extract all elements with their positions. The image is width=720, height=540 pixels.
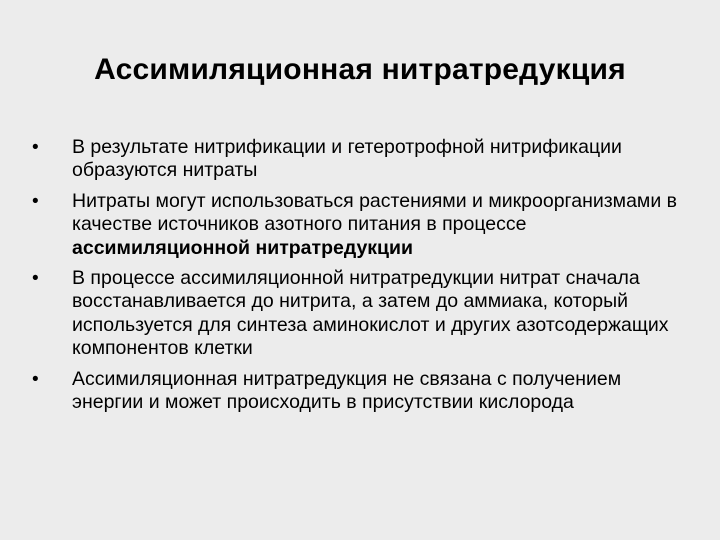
bullet-item [32,267,692,361]
bullet-text: В процессе ассимиляционной нитратредукции нитрат сначала восстанавливается до нитрита, а затем до аммиака, который используется для синтеза аминокислот и других азотсодержащих компонентов клетки [72,267,669,360]
bullet-text: В результате нитрификации и гетеротрофной нитрификации образуются нитраты [72,136,622,182]
slide-title: Ассимиляционная нитратредукция [94,53,626,86]
bullet-bold-term: ассимиляционной нитратредукции [72,236,414,259]
bullet-item [32,190,692,260]
bullet-dot-icon: • [32,268,39,290]
bullet-dot-icon: • [32,368,39,390]
bullet-dot-icon: • [32,190,39,212]
bullet-item [32,368,692,415]
bullet-list [32,136,692,421]
bullet-text: Нитраты могут использоваться растениями и микроорганизмами в качестве источников азотного питания в процессе [72,189,678,236]
bullet-item [32,136,692,183]
bullet-dot-icon: • [32,137,39,158]
bullet-text: Ассимиляционная нитратредукция не связана с получением энергии и может происходить в присутствии кислорода [72,367,622,414]
